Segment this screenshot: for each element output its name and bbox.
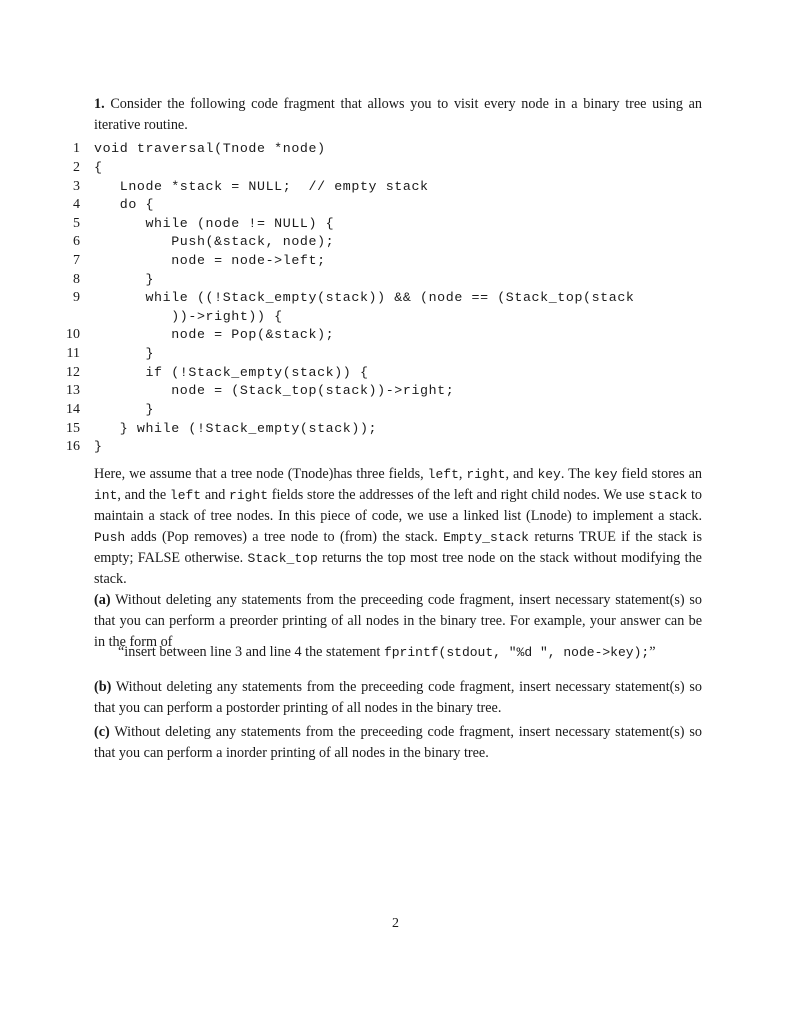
code-term: int bbox=[94, 488, 118, 503]
example-text: “insert between line 3 and line 4 the statement bbox=[118, 644, 384, 660]
part-b-label: (b) bbox=[94, 679, 112, 695]
desc-text: returns TRUE if the stack is empty; FALSE otherwise. bbox=[94, 529, 702, 566]
code-term: right bbox=[466, 467, 506, 482]
line-number: 4 bbox=[73, 197, 80, 212]
desc-text: Here, we assume that a tree node (Tnode)has three fields, bbox=[94, 466, 428, 482]
line-number: 8 bbox=[73, 272, 80, 287]
code-text: node = node->left; bbox=[94, 253, 326, 268]
line-number: 15 bbox=[66, 421, 80, 436]
code-text: { bbox=[94, 160, 103, 175]
code-term: stack bbox=[648, 488, 688, 503]
code-text: do { bbox=[94, 197, 155, 212]
code-term: key bbox=[594, 467, 618, 482]
code-text: Push(&stack, node); bbox=[94, 234, 335, 249]
line-number: 16 bbox=[66, 439, 80, 454]
code-text: node = Pop(&stack); bbox=[94, 327, 335, 342]
code-text: ))->right)) { bbox=[94, 309, 283, 324]
part-a-label: (a) bbox=[94, 592, 111, 608]
code-text: if (!Stack_empty(stack)) { bbox=[94, 365, 369, 380]
line-number: 11 bbox=[66, 346, 80, 361]
line-number: 7 bbox=[73, 253, 80, 268]
page-number: 2 bbox=[392, 916, 399, 931]
description-paragraph bbox=[94, 464, 702, 590]
code-term: left bbox=[169, 488, 202, 503]
desc-text: , and bbox=[505, 466, 538, 482]
desc-text: adds ( bbox=[125, 529, 167, 545]
line-number: 5 bbox=[73, 216, 80, 231]
part-c bbox=[94, 722, 702, 764]
code-term: right bbox=[229, 488, 269, 503]
line-number: 10 bbox=[66, 327, 80, 342]
code-term: Empty_stack bbox=[443, 530, 529, 545]
part-a-example bbox=[118, 642, 718, 663]
question-number: 1. bbox=[94, 96, 105, 112]
code-term: key bbox=[537, 467, 561, 482]
code-text: } bbox=[94, 402, 155, 417]
example-text: ” bbox=[649, 644, 656, 660]
question-intro bbox=[94, 94, 702, 136]
desc-text: field stores an bbox=[617, 466, 702, 482]
part-c-label: (c) bbox=[94, 724, 110, 740]
part-b bbox=[94, 677, 702, 719]
code-text: while ((!Stack_empty(stack)) && (node == (Stack_top(stack bbox=[94, 290, 635, 305]
part-a-text: Without deleting any statements from the preceeding code fragment, insert necessary statement(s) so that you can perform a preorder printing of all nodes in the binary tree. For example, your answer can be in the form of bbox=[94, 592, 702, 650]
code-text: } bbox=[94, 346, 155, 361]
code-text: node = (Stack_top(stack))->right; bbox=[94, 383, 455, 398]
desc-text: . The bbox=[560, 466, 595, 482]
code-term: Stack_top bbox=[247, 551, 318, 566]
line-number: 2 bbox=[73, 160, 80, 175]
code-term: Push bbox=[94, 530, 126, 545]
code-text: while (node != NULL) { bbox=[94, 216, 335, 231]
desc-text: fields store the addresses of the left and right child nodes. We use bbox=[268, 487, 649, 503]
desc-text: , and the bbox=[117, 487, 170, 503]
example-code: fprintf(stdout, "%d ", node->key); bbox=[383, 645, 650, 660]
desc-text: and bbox=[201, 487, 230, 503]
code-text: Lnode *stack = NULL; // empty stack bbox=[94, 179, 429, 194]
line-number: 14 bbox=[66, 402, 80, 417]
line-number: 12 bbox=[66, 365, 80, 380]
part-c-text: Without deleting any statements from the preceeding code fragment, insert necessary statement(s) so that you can perform a inorder printing of all nodes in the binary tree. bbox=[94, 724, 702, 761]
desc-text: returns the top most tree node on the stack without modifying the stack. bbox=[94, 550, 702, 587]
desc-text: , bbox=[458, 466, 467, 482]
part-b-text: Without deleting any statements from the preceeding code fragment, insert necessary statement(s) so that you can perform a postorder printing of all nodes in the binary tree. bbox=[94, 679, 702, 716]
question-intro-text: Consider the following code fragment that allows you to visit every node in a binary tree using an iterative routine. bbox=[94, 96, 703, 133]
line-number: 6 bbox=[73, 234, 80, 249]
code-text: } bbox=[94, 439, 103, 454]
line-number: 1 bbox=[73, 141, 80, 156]
code-term: left bbox=[427, 467, 459, 482]
line-number: 9 bbox=[73, 290, 80, 305]
desc-text: Pop bbox=[166, 529, 189, 545]
desc-text: to maintain a stack of tree nodes. In this piece of code, we use a linked list (Lnode) to implement a stack. bbox=[94, 487, 702, 524]
line-number: 13 bbox=[66, 383, 80, 398]
line-number: 3 bbox=[73, 179, 80, 194]
desc-text: removes) a tree node to (from) the stack. bbox=[188, 529, 444, 545]
code-text: } while (!Stack_empty(stack)); bbox=[94, 421, 378, 436]
code-text: } bbox=[94, 272, 155, 287]
code-text: void traversal(Tnode *node) bbox=[94, 141, 326, 156]
